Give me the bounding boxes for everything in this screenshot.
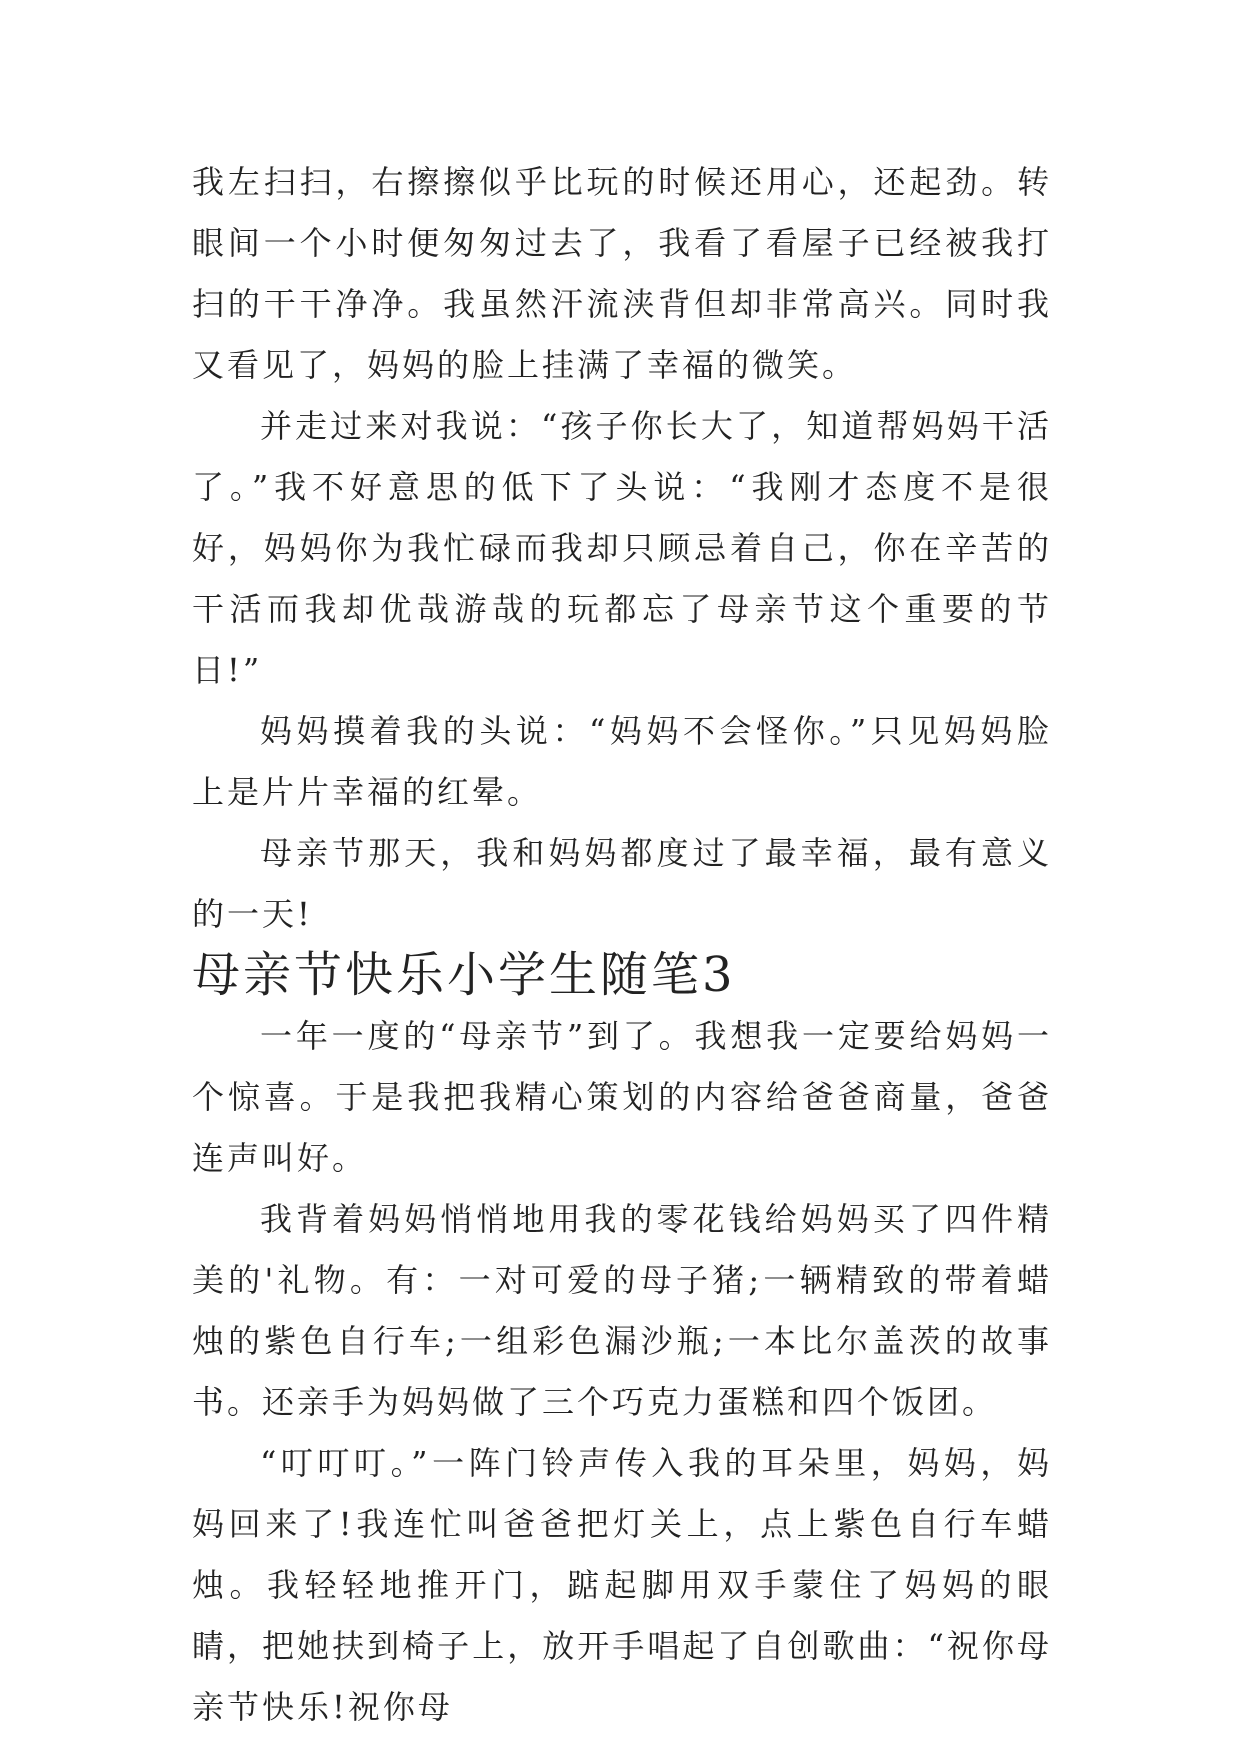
paragraph: “叮叮叮。”一阵门铃声传入我的耳朵里，妈妈，妈妈回来了!我连忙叫爸爸把灯关上，点上紫色自行车蜡烛。我轻轻地推开门，踮起脚用双手蒙住了妈妈的眼睛，把她扶到椅子上，放开手唱起了自创歌曲：“祝你母亲节快乐!祝你母 (192, 1444, 1052, 1726)
section-heading: 母亲节快乐小学生随笔3 (192, 947, 736, 1003)
paragraph: 一年一度的“母亲节”到了。我想我一定要给妈妈一个惊喜。于是我把我精心策划的内容给爸爸商量，爸爸连声叫好。 (192, 1017, 1052, 1177)
paragraph: 妈妈摸着我的头说：“妈妈不会怪你。”只见妈妈脸上是片片幸福的红晕。 (192, 712, 1052, 811)
paragraph: 我左扫扫，右擦擦似乎比玩的时候还用心，还起劲。转眼间一个小时便匆匆过去了，我看了看屋子已经被我打扫的干干净净。我虽然汗流浃背但却非常高兴。同时我又看见了，妈妈的脸上挂满了幸福的微笑。 (192, 163, 1052, 384)
paragraph: 我背着妈妈悄悄地用我的零花钱给妈妈买了四件精美的'礼物。有：一对可爱的母子猪;一辆精致的带着蜡烛的紫色自行车;一组彩色漏沙瓶;一本比尔盖茨的故事书。还亲手为妈妈做了三个巧克力蛋糕和四个饭团。 (192, 1200, 1052, 1421)
paragraph: 并走过来对我说：“孩子你长大了，知道帮妈妈干活了。”我不好意思的低下了头说：“我刚才态度不是很好，妈妈你为我忙碌而我却只顾忌着自己，你在辛苦的干活而我却优哉游哉的玩都忘了母亲节这个重要的节日!” (192, 407, 1052, 689)
document-body (192, 152, 1052, 1738)
paragraph: 母亲节那天，我和妈妈都度过了最幸福，最有意义的一天! (192, 834, 1052, 933)
